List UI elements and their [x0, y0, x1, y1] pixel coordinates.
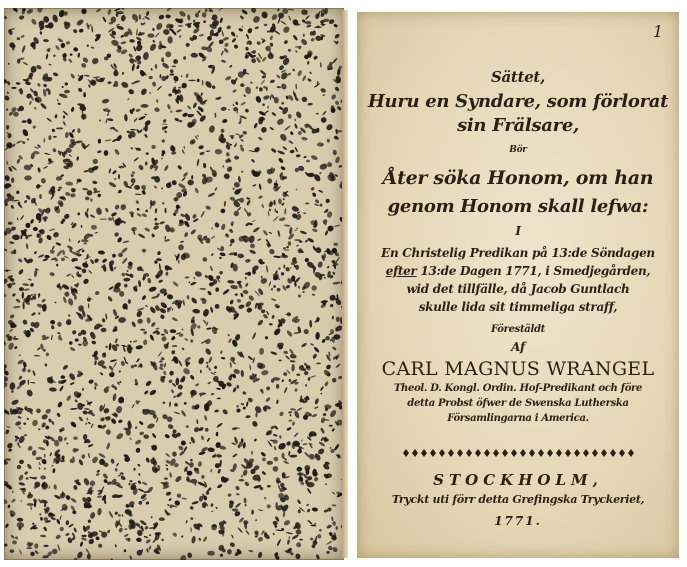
book-cover [4, 8, 344, 560]
title-page [357, 12, 679, 558]
cover-edge [342, 10, 348, 558]
imprint-place: STOCKHOLM, [433, 471, 603, 489]
title-line-6: genom Honom skall lefwa: [387, 196, 649, 217]
ornament-divider [399, 448, 637, 458]
author-title-2: detta Probst öfwer de Swenska Lutherska [407, 398, 629, 409]
title-line-2: Huru en Syndare, som förlorat [367, 91, 669, 112]
by-line: Af [511, 340, 525, 354]
sermon-line-2a: efter [385, 264, 417, 278]
page-number: 1 [652, 22, 663, 41]
author-name: CARL MAGNUS WRANGEL [381, 358, 655, 380]
marbled-pattern [4, 8, 344, 560]
sermon-line-2 [357, 264, 679, 278]
title-line-3: sin Frälsare, [457, 115, 579, 136]
presented-line: Förestäldt [491, 324, 545, 335]
title-line-1: Sättet, [490, 68, 545, 86]
title-line-4: Bör [509, 145, 527, 155]
sermon-line-3: wid det tillfälle, då Jacob Guntlach [406, 282, 630, 296]
imprint-year: 1771. [494, 514, 542, 528]
sermon-line-4: skulle lida sit timmeliga straff, [418, 300, 618, 314]
sermon-line-1: En Christelig Predikan på 13:de Söndagen [381, 246, 655, 260]
author-title-1: Theol. D. Kongl. Ordin. Hof-Predikant och före [393, 383, 643, 394]
title-line-7: I [515, 224, 521, 238]
sermon-line-2b: 13:de Dagen 1771, i Smedjegården, [420, 264, 651, 278]
imprint-printer: Tryckt uti förr detta Grefingska Tryckeriet, [391, 493, 645, 506]
author-title-3: Församlingarna i America. [447, 413, 589, 424]
title-line-5: Åter söka Honom, om han [382, 167, 654, 189]
